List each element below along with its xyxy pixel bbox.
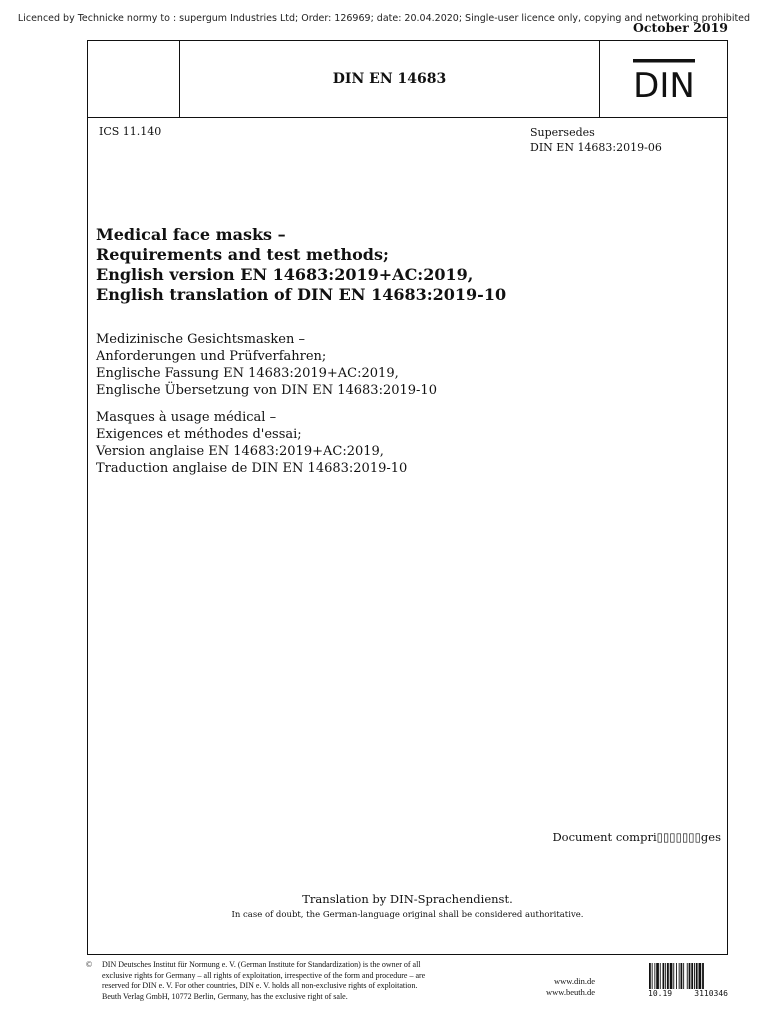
url-beuth[interactable]: www.beuth.de xyxy=(546,987,596,997)
ics-code: ICS 11.140 xyxy=(99,125,162,138)
barcode-codes xyxy=(648,989,728,998)
standard-number: DIN EN 14683 xyxy=(332,71,447,87)
title-de-line: Englische Übersetzung von DIN EN 14683:2019-10 xyxy=(96,383,437,398)
barcode-code: 3110346 xyxy=(694,989,728,998)
header-bar xyxy=(88,41,727,118)
header-left-cell xyxy=(88,41,180,117)
barcode-icon xyxy=(648,963,728,989)
translation-note: Translation by DIN-Sprachendienst. xyxy=(302,892,513,906)
title-de-line: Medizinische Gesichtsmasken – xyxy=(96,332,305,347)
header-title-cell xyxy=(180,41,600,117)
title-fr-line: Exigences et méthodes d'essai; xyxy=(96,427,302,442)
copyright-line: Beuth Verlag GmbH, 10772 Berlin, Germany, has the exclusive right of sale. xyxy=(102,991,348,1001)
copyright-symbol: © xyxy=(86,960,93,969)
url-din[interactable]: www.din.de xyxy=(554,976,596,986)
copyright-line: reserved for DIN e. V. For other countries, DIN e. V. holds all non-exclusive rights of exploitation. xyxy=(102,981,418,990)
supersedes-value: DIN EN 14683:2019-06 xyxy=(530,141,662,154)
din-logo-icon xyxy=(631,57,697,101)
title-fr-line: Version anglaise EN 14683:2019+AC:2019, xyxy=(96,444,384,459)
title-german xyxy=(96,331,437,399)
barcode-code: 10.19 xyxy=(648,989,673,998)
copyright-notice xyxy=(86,960,425,1002)
licence-notice: Licenced by Technicke normy to : supergum Industries Ltd; Order: 126969; date: 20.04.2020; Single-user licence only, copying and networking prohibited xyxy=(17,13,751,24)
title-english xyxy=(96,225,506,305)
logo-text: DIN xyxy=(632,66,695,101)
title-fr-line: Traduction anglaise de DIN EN 14683:2019-10 xyxy=(96,461,408,476)
title-en-line: English translation of DIN EN 14683:2019-10 xyxy=(96,285,507,304)
copyright-line: DIN Deutsches Institut für Normung e. V. (German Institute for Standardization) is the owner of all xyxy=(102,960,421,969)
doubt-note: In case of doubt, the German-language original shall be considered authoritative. xyxy=(231,910,584,920)
title-fr-line: Masques à usage médical – xyxy=(96,410,277,425)
title-de-line: Englische Fassung EN 14683:2019+AC:2019, xyxy=(96,366,399,381)
title-en-line: Medical face masks – xyxy=(96,225,286,244)
supersedes-label: Supersedes xyxy=(530,126,595,139)
title-en-line: Requirements and test methods; xyxy=(96,245,389,264)
copyright-line: exclusive rights for Germany – all rights of exploitation, irrespective of the form and procedure – are xyxy=(102,970,426,980)
title-de-line: Anforderungen und Prüfverfahren; xyxy=(96,349,327,364)
din-logo xyxy=(600,41,727,117)
title-en-line: English version EN 14683:2019+AC:2019, xyxy=(96,265,474,284)
page-count: Document compri▯▯▯▯▯▯▯ges xyxy=(552,830,721,844)
publication-date: October 2019 xyxy=(632,20,728,35)
title-french xyxy=(96,409,407,477)
cover-frame xyxy=(87,40,728,955)
url-block xyxy=(546,976,595,998)
supersedes-block xyxy=(530,125,662,155)
